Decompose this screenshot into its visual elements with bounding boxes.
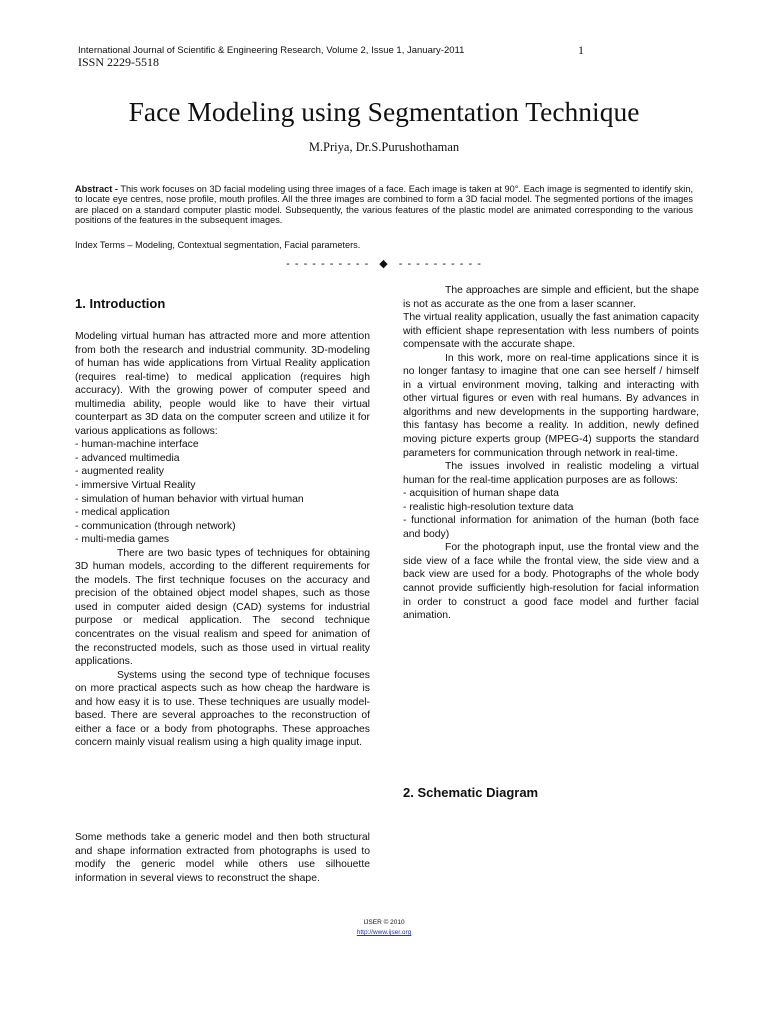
- divider-dashes-right: - - - - - - - - - -: [398, 258, 482, 270]
- abstract-label: Abstract -: [75, 184, 118, 194]
- paragraph: The approaches are simple and efficient, but the shape is not as accurate as the one from a laser scanner.: [403, 285, 699, 310]
- left-column-bottom: [75, 831, 370, 885]
- paragraph: There are two basic types of techniques for obtaining 3D human models, according to the different requirements for the models. The first technique focuses on the accuracy and precision of the obtained object model shapes, such as those used in computer aided design (CAD) systems for industrial purpose or medical application. The second technique concentrates on the visual realism and speed for animation of the reconstructed models, such as those used in virtual reality applications.: [75, 547, 370, 668]
- abstract: [75, 184, 693, 226]
- divider-dashes-left: - - - - - - - - - -: [286, 258, 370, 270]
- issn: ISSN 2229-5518: [78, 55, 160, 69]
- list-item: - communication (through network): [75, 520, 236, 532]
- paragraph: In this work, more on real-time applications since it is no longer fantasy to imagine that one can see herself / himself in a virtual environment moving, talking and interacting with other virtual figures or even with real humans. By advances in algorithms and new developments in the supporting hardware, this fantasy has become a reality. In addition, newly defined moving picture experts group (MPEG-4) supports the standard parameters for communication through network in real-time.: [403, 352, 699, 459]
- list-item: - advanced multimedia: [75, 452, 180, 464]
- page-number: 1: [578, 43, 584, 57]
- authors: M.Priya, Dr.S.Purushothaman: [308, 140, 460, 154]
- application-list: [75, 438, 370, 546]
- list-item: - immersive Virtual Reality: [75, 480, 196, 492]
- list-item: - realistic high-resolution texture data: [403, 501, 574, 513]
- abstract-text: This work focuses on 3D facial modeling using three images of a face. Each image is taken at 90°. Each image is segmented to identify skin, to locate eye centres, nose profile, mouth profiles. All the three images are combined to form a 3D facial model. The segmented portions of the images are placed on a standard computer plastic model. Subsequently, the various features of the plastic model are animated corresponding to the various positions of the features in the subsequent images.: [75, 184, 693, 226]
- section-heading-schematic-diagram: 2. Schematic Diagram: [403, 785, 539, 800]
- list-item: - simulation of human behavior with virtual human: [75, 493, 304, 505]
- section-divider: [0, 257, 768, 270]
- list-item: - multi-media games: [75, 534, 170, 546]
- footer-link[interactable]: http://www.ijser.org: [356, 929, 412, 936]
- paragraph: Modeling virtual human has attracted more and more attention from both the research and industrial community. 3D-modeling of human has wide applications from Virtual Reality application (requires real-time) to medical application (requires high accuracy). With the growing power of computer speed and multimedia ability, people would like to have their virtual counterpart as 3D data on the computer screen and utilize it for various applications as follows:: [75, 331, 370, 437]
- paragraph: Systems using the second type of technique focuses on more practical aspects such as how cheap the hardware is and how easy it is to use. These techniques are usually model-based. There are several approaches to the reconstruction of either a face or a body from photographs. These approaches concern mainly visual realism using a high quality image input.: [75, 669, 370, 749]
- index-terms: Index Terms – Modeling, Contextual segmentation, Facial parameters.: [75, 240, 361, 250]
- list-item: - acquisition of human shape data: [403, 488, 559, 500]
- list-item: - medical application: [75, 507, 170, 519]
- footer-copyright: IJSER © 2010: [363, 919, 405, 926]
- journal-header: International Journal of Scientific & Engineering Research, Volume 2, Issue 1, January-2011: [78, 45, 465, 56]
- diamond-icon: ◆: [379, 258, 389, 270]
- paragraph: Some methods take a generic model and then both structural and shape information extracted from photographs is used to modify the generic model while others use silhouette information in several views to reconstruct the shape.: [75, 832, 370, 884]
- paragraph: For the photograph input, use the frontal view and the side view of a face while the frontal view, the side view and a back view are used for a body. Photographs of the whole body cannot provide sufficiently high-resolution for facial information in order to construct a good face model and further facial animation.: [403, 542, 699, 622]
- section-heading-introduction: 1. Introduction: [75, 296, 166, 311]
- issues-list: [403, 487, 699, 541]
- list-item: - human-machine interface: [75, 439, 199, 451]
- paragraph: The issues involved in realistic modeling a virtual human for the real-time application purposes are as follows:: [403, 461, 699, 486]
- paragraph: The virtual reality application, usually the fast animation capacity with efficient shape representation with less numbers of points compensate with the accurate shape.: [403, 312, 699, 351]
- list-item: - functional information for animation of the human (both face and body): [403, 515, 699, 540]
- left-column: [75, 330, 370, 750]
- right-column: [403, 284, 699, 623]
- paper-title: Face Modeling using Segmentation Technique: [128, 96, 640, 127]
- list-item: - augmented reality: [75, 466, 164, 478]
